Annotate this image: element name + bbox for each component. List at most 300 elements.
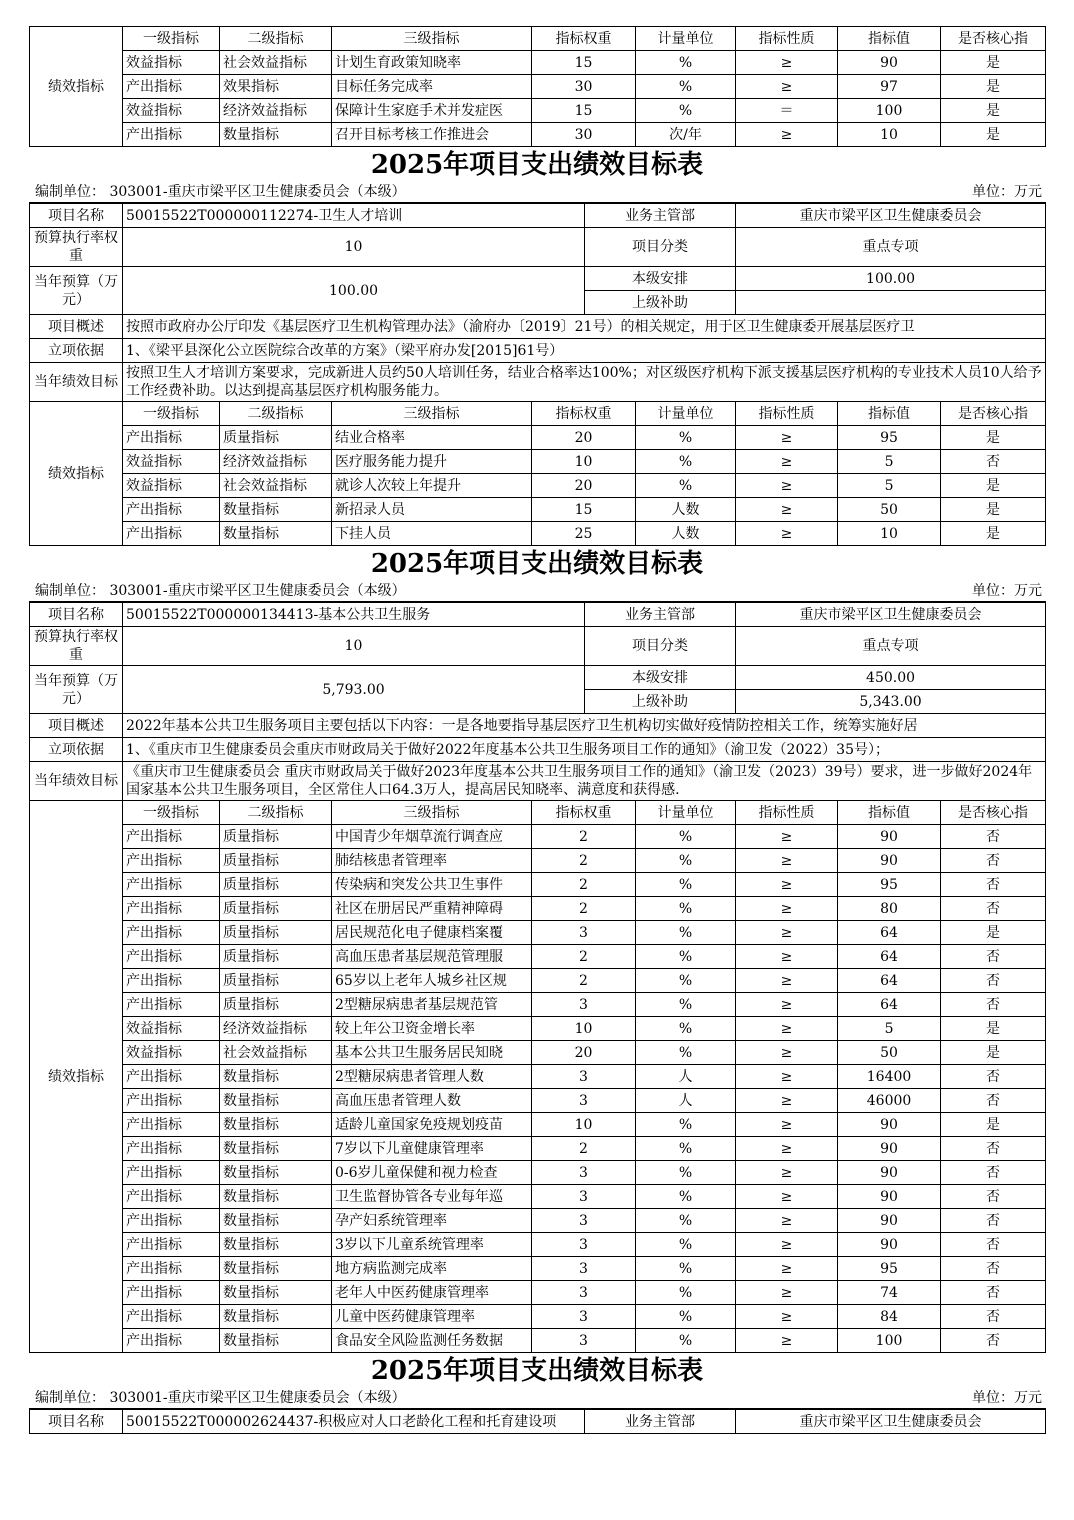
indicator-cell: 保障计生家庭手术并发症医 [332, 99, 532, 123]
indicator-cell: 卫生监督协管各专业每年巡 [332, 1185, 532, 1209]
indicator-cell: 90 [838, 849, 941, 873]
indicator-cell: 是 [941, 99, 1046, 123]
goal-value: 按照卫生人才培训方案要求，完成新进人员约50人培训任务，结业合格率达100%；对区级医疗机构下派支援基层医疗机构的专业技术人员10人给予工作经费补助。以达到提高基层医疗机构服务能力。 [123, 363, 1046, 402]
indicator-cell: 2 [532, 945, 636, 969]
exec-weight-value: 10 [123, 627, 585, 666]
indicator-cell: 否 [941, 873, 1046, 897]
indicator-cell: 2型糖尿病患者管理人数 [332, 1065, 532, 1089]
table-row [30, 1329, 1046, 1353]
indicator-cell: 10 [838, 123, 941, 147]
indicator-header: 指标性质 [736, 402, 838, 426]
unit-label: 单位：万元 [972, 583, 1042, 599]
indicator-cell: 产出指标 [123, 825, 220, 849]
table-row [30, 450, 1046, 474]
indicator-cell: 否 [941, 1281, 1046, 1305]
project-table-2 [29, 601, 1046, 1353]
indicator-cell: ≥ [736, 450, 838, 474]
indicator-cell: % [636, 825, 736, 849]
overview-value: 按照市政府办公厅印发《基层医疗卫生机构管理办法》（渝府办〔2019〕21号）的相关规定，用于区卫生健康委开展基层医疗卫 [123, 315, 1046, 339]
indicator-cell: 效益指标 [123, 1041, 220, 1065]
indicators-section-label: 绩效指标 [30, 801, 123, 1353]
indicator-cell: 数量指标 [220, 1089, 332, 1113]
table-row [30, 498, 1046, 522]
indicator-cell: 产出指标 [123, 1065, 220, 1089]
indicator-cell: 产出指标 [123, 897, 220, 921]
project-1-indicators [30, 402, 1046, 546]
indicator-cell: 人数 [636, 522, 736, 546]
basis-value: 1、《重庆市卫生健康委员会重庆市财政局关于做好2022年度基本公共卫生服务项目工作的通知》（渝卫发（2022）35号）； [123, 738, 1046, 762]
indicator-header: 指标值 [838, 801, 941, 825]
indicators-section-label: 绩效指标 [30, 402, 123, 546]
indicator-cell: 97 [838, 75, 941, 99]
indicator-cell: ≥ [736, 1209, 838, 1233]
indicator-cell: 95 [838, 873, 941, 897]
indicator-cell: 数量指标 [220, 1065, 332, 1089]
table-row [30, 75, 1046, 99]
indicator-cell: 是 [941, 1041, 1046, 1065]
indicator-cell: 数量指标 [220, 1185, 332, 1209]
indicator-cell: 质量指标 [220, 825, 332, 849]
indicator-cell: 否 [941, 1065, 1046, 1089]
indicator-cell: ≥ [736, 51, 838, 75]
superior-value [736, 291, 1046, 315]
indicator-cell: 10 [532, 1017, 636, 1041]
indicator-cell: 人 [636, 1065, 736, 1089]
indicator-cell: 15 [532, 51, 636, 75]
indicator-header: 三级指标 [332, 402, 532, 426]
table-row [30, 1113, 1046, 1137]
table-row [30, 945, 1046, 969]
indicator-cell: % [636, 873, 736, 897]
indicator-cell: 产出指标 [123, 1161, 220, 1185]
table-row [30, 522, 1046, 546]
indicator-cell: 数量指标 [220, 1113, 332, 1137]
indicator-header: 一级指标 [123, 27, 220, 51]
page-title: 2025年项目支出绩效目标表 [370, 150, 704, 180]
own-value: 100.00 [736, 267, 1046, 291]
indicator-cell: 产出指标 [123, 1185, 220, 1209]
table-row [30, 1161, 1046, 1185]
indicator-cell: 0-6岁儿童保健和视力检查 [332, 1161, 532, 1185]
indicator-cell: 90 [838, 1233, 941, 1257]
budget-label: 当年预算（万元） [30, 666, 123, 714]
project-2-indicators [30, 801, 1046, 1353]
indicator-cell: 2 [532, 1137, 636, 1161]
indicator-cell: % [636, 1305, 736, 1329]
indicator-cell: % [636, 426, 736, 450]
indicator-cell: % [636, 921, 736, 945]
indicator-cell: 质量指标 [220, 969, 332, 993]
indicator-cell: ≥ [736, 1089, 838, 1113]
indicator-cell: 产出指标 [123, 945, 220, 969]
indicator-cell: ≥ [736, 498, 838, 522]
indicator-cell: 90 [838, 1185, 941, 1209]
project-name-label: 项目名称 [30, 203, 123, 228]
top-indicator-body [30, 27, 1046, 147]
indicator-cell: 数量指标 [220, 498, 332, 522]
indicator-cell: 肺结核患者管理率 [332, 849, 532, 873]
indicator-cell: ≥ [736, 426, 838, 450]
indicator-cell: % [636, 51, 736, 75]
indicator-cell: 计划生育政策知晓率 [332, 51, 532, 75]
indicator-cell: 20 [532, 474, 636, 498]
indicator-cell: 2 [532, 873, 636, 897]
indicator-cell: % [636, 1041, 736, 1065]
indicator-cell: 90 [838, 825, 941, 849]
indicator-cell: 2 [532, 969, 636, 993]
indicator-cell: 5 [838, 450, 941, 474]
indicator-cell: 100 [838, 1329, 941, 1353]
indicator-cell: ≥ [736, 921, 838, 945]
indicator-cell: ≥ [736, 897, 838, 921]
compile-line [29, 183, 1045, 202]
indicator-cell: 16400 [838, 1065, 941, 1089]
indicator-cell: 3 [532, 1161, 636, 1185]
indicator-cell: 3 [532, 1281, 636, 1305]
own-label: 本级安排 [585, 666, 736, 690]
dept-value: 重庆市梁平区卫生健康委员会 [736, 602, 1046, 627]
indicator-header-row [30, 402, 1046, 426]
indicator-cell: 产出指标 [123, 1113, 220, 1137]
indicator-cell: 否 [941, 993, 1046, 1017]
indicator-cell: 效益指标 [123, 450, 220, 474]
indicator-cell: 产出指标 [123, 1209, 220, 1233]
indicator-cell: ≥ [736, 1185, 838, 1209]
indicator-cell: 居民规范化电子健康档案覆 [332, 921, 532, 945]
indicator-cell: ≥ [736, 1065, 838, 1089]
indicator-cell: 产出指标 [123, 75, 220, 99]
indicator-cell: 质量指标 [220, 921, 332, 945]
indicator-cell: 基本公共卫生服务居民知晓 [332, 1041, 532, 1065]
indicator-cell: ≥ [736, 825, 838, 849]
indicator-cell: 90 [838, 1161, 941, 1185]
project-name-label: 项目名称 [30, 1409, 123, 1434]
indicator-cell: 否 [941, 1209, 1046, 1233]
table-row [30, 1089, 1046, 1113]
table-row [30, 849, 1046, 873]
indicator-cell: 老年人中医药健康管理率 [332, 1281, 532, 1305]
indicator-cell: 产出指标 [123, 1137, 220, 1161]
indicator-cell: 74 [838, 1281, 941, 1305]
compile-label: 编制单位： [35, 184, 105, 200]
budget-value: 5,793.00 [123, 666, 585, 714]
indicator-cell: 3 [532, 1329, 636, 1353]
indicator-cell: 15 [532, 99, 636, 123]
indicator-cell: 2 [532, 825, 636, 849]
indicator-cell: % [636, 849, 736, 873]
table-row [30, 921, 1046, 945]
indicator-cell: 50 [838, 498, 941, 522]
table-row [30, 1233, 1046, 1257]
indicator-cell: 适龄儿童国家免疫规划疫苗 [332, 1113, 532, 1137]
indicator-cell: 效益指标 [123, 1017, 220, 1041]
table-row [30, 1017, 1046, 1041]
indicator-cell: 产出指标 [123, 1233, 220, 1257]
table-row [30, 1257, 1046, 1281]
indicator-cell: 质量指标 [220, 897, 332, 921]
indicator-cell: % [636, 1209, 736, 1233]
indicator-cell: 质量指标 [220, 945, 332, 969]
indicator-header: 三级指标 [332, 27, 532, 51]
overview-label: 项目概述 [30, 315, 123, 339]
indicator-cell: 否 [941, 969, 1046, 993]
indicator-cell: 50 [838, 1041, 941, 1065]
indicator-cell: % [636, 1017, 736, 1041]
indicator-cell: % [636, 969, 736, 993]
indicator-cell: 3 [532, 993, 636, 1017]
indicator-header-row [30, 27, 1046, 51]
indicator-cell: 产出指标 [123, 1257, 220, 1281]
page-title: 2025年项目支出绩效目标表 [370, 1356, 704, 1386]
indicator-cell: 是 [941, 51, 1046, 75]
indicator-cell: 否 [941, 849, 1046, 873]
category-value: 重点专项 [736, 627, 1046, 666]
indicator-cell: 是 [941, 123, 1046, 147]
project-table-3 [29, 1408, 1046, 1434]
indicator-cell: 社区在册居民严重精神障碍 [332, 897, 532, 921]
indicator-cell: 10 [838, 522, 941, 546]
indicator-cell: 是 [941, 921, 1046, 945]
indicator-cell: 结业合格率 [332, 426, 532, 450]
indicator-cell: 否 [941, 1233, 1046, 1257]
basis-value: 1、《梁平县深化公立医院综合改革的方案》（梁平府办发[2015]61号） [123, 339, 1046, 363]
indicator-cell: 产出指标 [123, 1281, 220, 1305]
indicator-cell: ≥ [736, 1233, 838, 1257]
indicator-cell: 下挂人员 [332, 522, 532, 546]
indicator-cell: ≥ [736, 474, 838, 498]
indicator-cell: 较上年公卫资金增长率 [332, 1017, 532, 1041]
indicator-cell: 64 [838, 993, 941, 1017]
project-table-1 [29, 202, 1046, 546]
indicator-cell: 效益指标 [123, 51, 220, 75]
indicator-cell: 否 [941, 825, 1046, 849]
indicator-cell: 产出指标 [123, 1329, 220, 1353]
indicator-cell: 是 [941, 522, 1046, 546]
indicator-cell: 高血压患者基层规范管理服 [332, 945, 532, 969]
indicator-cell: % [636, 1137, 736, 1161]
table-row [30, 969, 1046, 993]
indicator-cell: 数量指标 [220, 1161, 332, 1185]
table-row [30, 51, 1046, 75]
goal-label: 当年绩效目标 [30, 363, 123, 402]
indicator-cell: ≥ [736, 1161, 838, 1185]
table-row [30, 1041, 1046, 1065]
indicator-cell: 3 [532, 1185, 636, 1209]
indicator-cell: % [636, 450, 736, 474]
indicator-cell: ≥ [736, 1257, 838, 1281]
indicator-cell: 3 [532, 1209, 636, 1233]
indicator-cell: 质量指标 [220, 993, 332, 1017]
dept-label: 业务主管部 [585, 203, 736, 228]
indicator-cell: 30 [532, 75, 636, 99]
indicator-cell: % [636, 1113, 736, 1137]
indicator-cell: ＝ [736, 99, 838, 123]
indicator-cell: 否 [941, 1257, 1046, 1281]
indicator-cell: 传染病和突发公共卫生事件 [332, 873, 532, 897]
table-row [30, 1185, 1046, 1209]
indicator-header: 二级指标 [220, 801, 332, 825]
indicator-header: 一级指标 [123, 801, 220, 825]
indicator-cell: 地方病监测完成率 [332, 1257, 532, 1281]
indicator-cell: 次/年 [636, 123, 736, 147]
table-row [30, 1305, 1046, 1329]
indicator-cell: ≥ [736, 945, 838, 969]
indicator-cell: 经济效益指标 [220, 99, 332, 123]
indicator-cell: 否 [941, 1089, 1046, 1113]
indicator-cell: 95 [838, 426, 941, 450]
indicator-cell: 95 [838, 1257, 941, 1281]
indicator-cell: 84 [838, 1305, 941, 1329]
indicator-cell: ≥ [736, 1017, 838, 1041]
indicator-cell: 质量指标 [220, 426, 332, 450]
indicator-cell: 否 [941, 450, 1046, 474]
indicator-cell: 是 [941, 498, 1046, 522]
indicator-cell: 64 [838, 945, 941, 969]
indicator-cell: ≥ [736, 969, 838, 993]
indicator-cell: 3岁以下儿童系统管理率 [332, 1233, 532, 1257]
indicator-header: 是否核心指 [941, 402, 1046, 426]
indicator-cell: 效果指标 [220, 75, 332, 99]
indicator-cell: % [636, 1233, 736, 1257]
table-row [30, 897, 1046, 921]
indicator-cell: 产出指标 [123, 498, 220, 522]
indicator-cell: 5 [838, 1017, 941, 1041]
indicator-cell: 产出指标 [123, 873, 220, 897]
indicator-cell: 2 [532, 897, 636, 921]
indicator-cell: 64 [838, 921, 941, 945]
indicator-cell: 否 [941, 1305, 1046, 1329]
project-name-value: 50015522T000002624437-积极应对人口老龄化工程和托育建设项 [123, 1409, 585, 1434]
unit-label: 单位：万元 [972, 1390, 1042, 1406]
indicator-cell: 质量指标 [220, 849, 332, 873]
indicator-cell: 召开目标考核工作推进会 [332, 123, 532, 147]
table-row [30, 1137, 1046, 1161]
indicator-cell: ≥ [736, 1281, 838, 1305]
indicator-cell: 否 [941, 1137, 1046, 1161]
indicator-cell: 质量指标 [220, 873, 332, 897]
indicator-cell: 数量指标 [220, 1329, 332, 1353]
indicator-cell: 产出指标 [123, 969, 220, 993]
indicator-cell: 医疗服务能力提升 [332, 450, 532, 474]
indicator-cell: 产出指标 [123, 849, 220, 873]
project-3-body [30, 1409, 1046, 1434]
exec-weight-label: 预算执行率权重 [30, 627, 123, 666]
table-row [30, 426, 1046, 450]
indicator-cell: 64 [838, 969, 941, 993]
indicator-cell: 90 [838, 1209, 941, 1233]
indicator-header: 一级指标 [123, 402, 220, 426]
indicator-cell: % [636, 1257, 736, 1281]
goal-value: 《重庆市卫生健康委员会 重庆市财政局关于做好2023年度基本公共卫生服务项目工作的通知》（渝卫发（2023）39号）要求，进一步做好2024年国家基本公共卫生服务项目，全区常住人口64.3万人，提高居民知晓率、满意度和获得感. [123, 762, 1046, 801]
superior-value: 5,343.00 [736, 690, 1046, 714]
indicator-cell: 100 [838, 99, 941, 123]
indicator-cell: 中国青少年烟草流行调查应 [332, 825, 532, 849]
indicator-cell: 数量指标 [220, 1281, 332, 1305]
indicator-header: 指标性质 [736, 27, 838, 51]
exec-weight-value: 10 [123, 228, 585, 267]
indicator-cell: 2型糖尿病患者基层规范管 [332, 993, 532, 1017]
indicator-cell: 否 [941, 1161, 1046, 1185]
table-row [30, 1065, 1046, 1089]
page-title: 2025年项目支出绩效目标表 [370, 549, 704, 579]
indicator-cell: 经济效益指标 [220, 450, 332, 474]
project-1-body [30, 203, 1046, 402]
indicator-cell: 20 [532, 426, 636, 450]
indicator-header: 是否核心指 [941, 801, 1046, 825]
indicator-header: 二级指标 [220, 402, 332, 426]
compile-unit: 303001-重庆市梁平区卫生健康委员会（本级） [109, 583, 406, 599]
indicator-cell: % [636, 897, 736, 921]
indicator-cell: 10 [532, 1113, 636, 1137]
indicator-header: 计量单位 [636, 801, 736, 825]
compile-label: 编制单位： [35, 1390, 105, 1406]
indicator-header: 指标权重 [532, 27, 636, 51]
unit-label: 单位：万元 [972, 184, 1042, 200]
indicator-cell: ≥ [736, 123, 838, 147]
budget-label: 当年预算（万元） [30, 267, 123, 315]
table-row [30, 1281, 1046, 1305]
indicator-cell: 人 [636, 1089, 736, 1113]
indicator-cell: 10 [532, 450, 636, 474]
indicator-cell: 数量指标 [220, 1257, 332, 1281]
indicator-cell: 是 [941, 474, 1046, 498]
indicator-cell: 3 [532, 1233, 636, 1257]
indicator-cell: 经济效益指标 [220, 1017, 332, 1041]
indicator-cell: ≥ [736, 849, 838, 873]
indicator-cell: 90 [838, 51, 941, 75]
indicator-cell: ≥ [736, 1041, 838, 1065]
indicator-cell: 5 [838, 474, 941, 498]
indicator-cell: 产出指标 [123, 522, 220, 546]
own-label: 本级安排 [585, 267, 736, 291]
indicator-cell: ≥ [736, 1137, 838, 1161]
indicator-header: 计量单位 [636, 402, 736, 426]
project-name-value: 50015522T000000134413-基本公共卫生服务 [123, 602, 585, 627]
indicator-cell: % [636, 1161, 736, 1185]
category-label: 项目分类 [585, 627, 736, 666]
superior-label: 上级补助 [585, 690, 736, 714]
indicator-header: 指标权重 [532, 801, 636, 825]
indicator-cell: 65岁以上老年人城乡社区规 [332, 969, 532, 993]
compile-label: 编制单位： [35, 583, 105, 599]
indicator-cell: 是 [941, 75, 1046, 99]
indicator-cell: 是 [941, 1113, 1046, 1137]
indicator-cell: 数量指标 [220, 1137, 332, 1161]
indicator-cell: ≥ [736, 1305, 838, 1329]
dept-label: 业务主管部 [585, 1409, 736, 1434]
project-2-body [30, 602, 1046, 801]
indicator-cell: 否 [941, 945, 1046, 969]
indicator-cell: 食品安全风险监测任务数据 [332, 1329, 532, 1353]
compile-line [29, 1389, 1045, 1408]
category-label: 项目分类 [585, 228, 736, 267]
indicator-cell: 效益指标 [123, 99, 220, 123]
indicator-cell: 产出指标 [123, 123, 220, 147]
indicator-cell: % [636, 75, 736, 99]
indicator-cell: 否 [941, 1185, 1046, 1209]
indicator-cell: 20 [532, 1041, 636, 1065]
indicator-cell: 产出指标 [123, 993, 220, 1017]
indicator-cell: 数量指标 [220, 1233, 332, 1257]
indicator-cell: 产出指标 [123, 921, 220, 945]
indicator-cell: 3 [532, 1305, 636, 1329]
indicator-cell: 80 [838, 897, 941, 921]
category-value: 重点专项 [736, 228, 1046, 267]
indicator-cell: 孕产妇系统管理率 [332, 1209, 532, 1233]
indicator-cell: 效益指标 [123, 474, 220, 498]
indicator-cell: 数量指标 [220, 1305, 332, 1329]
table-row [30, 1209, 1046, 1233]
